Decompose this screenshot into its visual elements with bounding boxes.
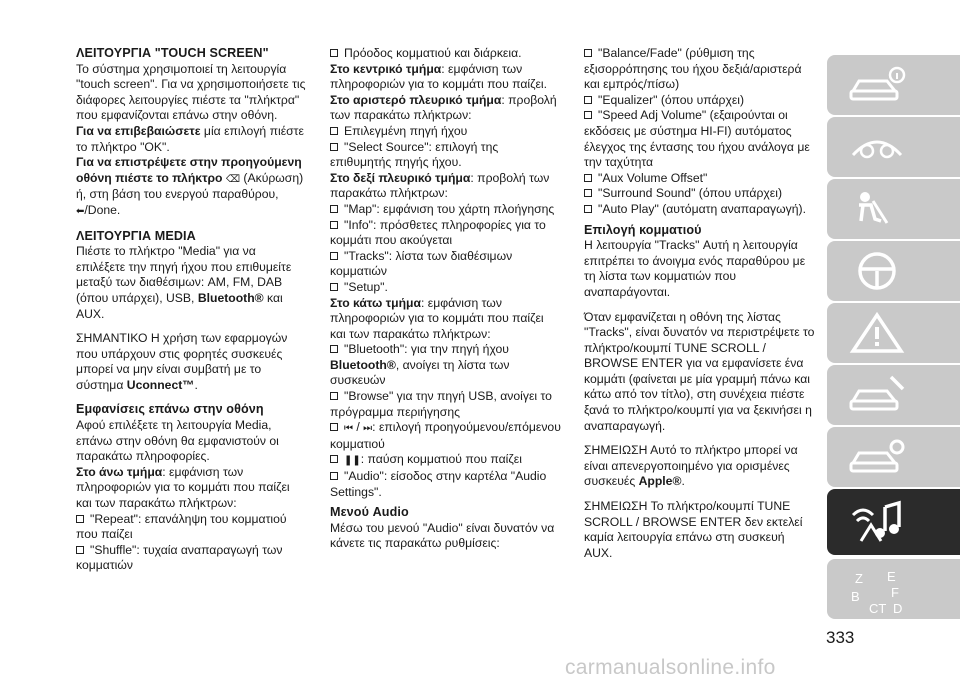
list-item: "Bluetooth": για την πηγή ήχου Bluetooth®, ανοίγει τη λίστα των συσκευών	[330, 342, 510, 388]
multimedia-icon	[847, 497, 907, 547]
bullet-icon	[330, 143, 338, 151]
note: ΣΗΜΕΙΩΣΗ Το πλήκτρο/κουμπί TUNE SCROLL / BROWSE ENTER δεν εκτελεί καμία λειτουργία επάνω στη συσκευή AUX.	[584, 499, 803, 560]
bullet-icon	[330, 455, 338, 463]
list-item: "Browse" για την πηγή USB, ανοίγει το πρόγραμμα περιήγησης	[330, 389, 552, 419]
list-item: ⏮ / ⏭: επιλογή προηγούμενου/επόμενου κομματιού	[330, 420, 561, 451]
watermark: carmanualsonline.info	[565, 656, 776, 679]
bullet-icon	[584, 205, 592, 213]
list-item: "Balance/Fade" (ρύθμιση της εξισορρόπησης του ήχου δεξιά/αριστερά και εμπρός/πίσω)	[584, 46, 802, 92]
list-item: "Map": εμφάνιση του χάρτη πλοήγησης	[330, 202, 562, 218]
paragraph: Για να επιστρέψετε στην προηγούμενη οθόνη πιέστε το πλήκτρο ⌫ (Ακύρωση) ή, στη βάση του ενεργού παραθύρου, ⬅/Done.	[76, 155, 304, 217]
specs-icon	[847, 435, 907, 479]
list-item: Επιλεγμένη πηγή ήχου	[330, 124, 562, 140]
tab-multimedia[interactable]	[827, 489, 960, 555]
bullet-icon	[330, 49, 338, 57]
list-item: "Audio": είσοδος στην καρτέλα "Audio Settings".	[330, 469, 547, 499]
bullet-icon	[330, 127, 338, 135]
heading-track-selection: Επιλογή κομματιού	[584, 222, 702, 237]
maintenance-icon	[847, 373, 907, 417]
bullet-icon	[330, 205, 338, 213]
list-item: "Setup".	[330, 280, 562, 296]
heading-media: ΛΕΙΤΟΥΡΓΙΑ MEDIA	[76, 228, 196, 243]
list-item: "Info": πρόσθετες πληροφορίες για το κομμάτι που ακούγεται	[330, 217, 546, 248]
paragraph: Το σύστημα χρησιμοποιεί τη λειτουργία "touch screen". Για να χρησιμοποιήσετε τις διάφορες λειτουργίες πιέστε τα "πλήκτρα" που εμφανίζονται επάνω στην οθόνη.	[76, 61, 306, 123]
bullet-icon	[330, 221, 338, 229]
heading-touch-screen: ΛΕΙΤΟΥΡΓΙΑ "TOUCH SCREEN"	[76, 46, 269, 60]
heading-audio-menu: Μενού Audio	[330, 505, 409, 520]
bullet-icon	[584, 174, 592, 182]
paragraph: Στο δεξί πλευρικό τμήμα: προβολή των παρακάτω πλήκτρων:	[330, 170, 550, 201]
list-item: "Tracks": λίστα των διαθέσιμων κομματιών	[330, 248, 513, 279]
svg-text:E: E	[887, 569, 896, 584]
tab-specs[interactable]	[827, 427, 960, 487]
paragraph: Στο αριστερό πλευρικό τμήμα: προβολή των παρακάτω πλήκτρων:	[330, 92, 557, 123]
list-item: "Shuffle": τυχαία αναπαραγωγή των κομματιών	[76, 542, 283, 573]
list-item: ❚❚: παύση κομματιού που παίζει	[330, 452, 562, 469]
warning-icon	[847, 311, 907, 355]
paragraph: Αφού επιλέξετε τη λειτουργία Media, επάνω στην οθόνη θα εμφανιστούν οι παρακάτω πληροφορίες.	[76, 418, 279, 464]
svg-text:CT: CT	[869, 601, 887, 616]
tab-car-info[interactable]	[827, 55, 960, 115]
svg-text:Z: Z	[855, 571, 863, 586]
tab-dashboard[interactable]	[827, 117, 960, 177]
svg-text:D: D	[893, 601, 903, 616]
paragraph: Μέσω του μενού "Audio" είναι δυνατόν να κάνετε τις παρακάτω ρυθμίσεις:	[330, 520, 555, 551]
svg-text:B: B	[851, 589, 860, 604]
list-item: "Equalizer" (όπου υπάρχει)	[584, 93, 816, 109]
safety-icon	[847, 187, 907, 231]
paragraph: Όταν εμφανίζεται η οθόνη της λίστας "Tracks", είναι δυνατόν να περιστρέψετε το πλήκτρο/κουμπί TUNE SCROLL / BROWSE ENTER για να εμφανίσετε ένα κομμάτι (φαίνεται με μία γραμμή πάνω και κάτω από τον τίτλο), στη συνέχεια πιέστε ξανά το πλήκτρο/κουμπί για να ξεκινήσει η αναπαραγωγή.	[584, 309, 815, 433]
tab-steering-wheel[interactable]	[827, 241, 960, 301]
car-info-icon	[847, 63, 907, 107]
bullet-icon	[584, 189, 592, 197]
bullet-icon	[330, 392, 338, 400]
list-item: "Speed Adj Volume" (εξαιρούνται οι εκδόσεις με σύστημα HI-FI) αυτόματος έλεγχος της έντασης του ήχου ανάλογα με την ταχύτητα	[584, 108, 810, 170]
bullet-icon	[584, 96, 592, 104]
bullet-icon	[330, 252, 338, 260]
bullet-icon	[584, 111, 592, 119]
paragraph: Στο κεντρικό τμήμα: εμφάνιση των πληροφοριών για το κομμάτι που παίζει.	[330, 61, 548, 92]
back-arrow-icon: ⬅	[76, 205, 85, 217]
bullet-icon	[76, 546, 84, 554]
important-note: ΣΗΜΑΝΤΙΚΟ Η χρήση των εφαρμογών που υπάρχουν στις φορητές συσκευές μπορεί να μην είναι συμβατή με το σύστημα Uconnect™.	[76, 331, 288, 392]
previous-track-icon: ⏮	[344, 423, 353, 435]
text-column-3	[584, 46, 816, 561]
tab-maintenance[interactable]	[827, 365, 960, 425]
tab-index[interactable]	[827, 559, 960, 619]
index-icon	[847, 567, 907, 617]
page-number: 333	[826, 628, 855, 647]
paragraph: Στο κάτω τμήμα: εμφάνιση των πληροφοριών για το κομμάτι που παίζει και των παρακάτω πλήκτρων:	[330, 295, 544, 341]
bullet-icon	[330, 345, 338, 353]
bullet-icon	[76, 515, 84, 523]
backspace-icon: ⌫	[225, 173, 241, 185]
bullet-icon	[584, 49, 592, 57]
bullet-icon	[330, 472, 338, 480]
heading-screen-display: Εμφανίσεις επάνω στην οθόνη	[76, 402, 264, 417]
tab-safety[interactable]	[827, 179, 960, 239]
text-column-1	[76, 46, 308, 574]
pause-icon: ❚❚	[344, 455, 361, 467]
tab-warning[interactable]	[827, 303, 960, 363]
list-item: "Surround Sound" (όπου υπάρχει)	[584, 186, 816, 202]
note: ΣΗΜΕΙΩΣΗ Αυτό το πλήκτρο μπορεί να είναι απενεργοποιημένο για ορισμένες συσκευές Apple®.	[584, 443, 798, 489]
next-track-icon: ⏭	[363, 423, 373, 435]
paragraph: Πιέστε το πλήκτρο "Media" για να επιλέξετε την πηγή ήχου που επιθυμείτε μεταξύ των διαθέσιμων: AM, FM, DAB (όπου υπάρχει), USB, Bluetooth® και AUX.	[76, 244, 292, 321]
list-item: Πρόοδος κομματιού και διάρκεια.	[330, 46, 562, 62]
paragraph: Για να επιβεβαιώσετε μία επιλογή πιέστε το πλήκτρο "OK".	[76, 123, 304, 154]
steering-wheel-icon	[847, 249, 907, 293]
list-item: "Select Source": επιλογή της επιθυμητής πηγής ήχου.	[330, 139, 499, 170]
dashboard-icon	[847, 125, 907, 169]
bullet-icon	[330, 423, 338, 431]
paragraph: Η λειτουργία "Tracks" Αυτή η λειτουργία επιτρέπει το άνοιγμα ενός παραθύρου με τη λίστα των κομματιών που αναπαράγονται.	[584, 238, 806, 299]
list-item: "Repeat": επανάληψη του κομματιού που παίζει	[76, 511, 287, 542]
bullet-icon	[330, 283, 338, 291]
paragraph: Στο άνω τμήμα: εμφάνιση των πληροφοριών για το κομμάτι που παίζει και των παρακάτω πλήκτρων:	[76, 464, 290, 511]
svg-text:F: F	[891, 585, 899, 600]
text-column-2	[330, 46, 562, 552]
list-item: "Aux Volume Offset"	[584, 171, 816, 187]
list-item: "Auto Play" (αυτόματη αναπαραγωγή).	[584, 202, 816, 218]
